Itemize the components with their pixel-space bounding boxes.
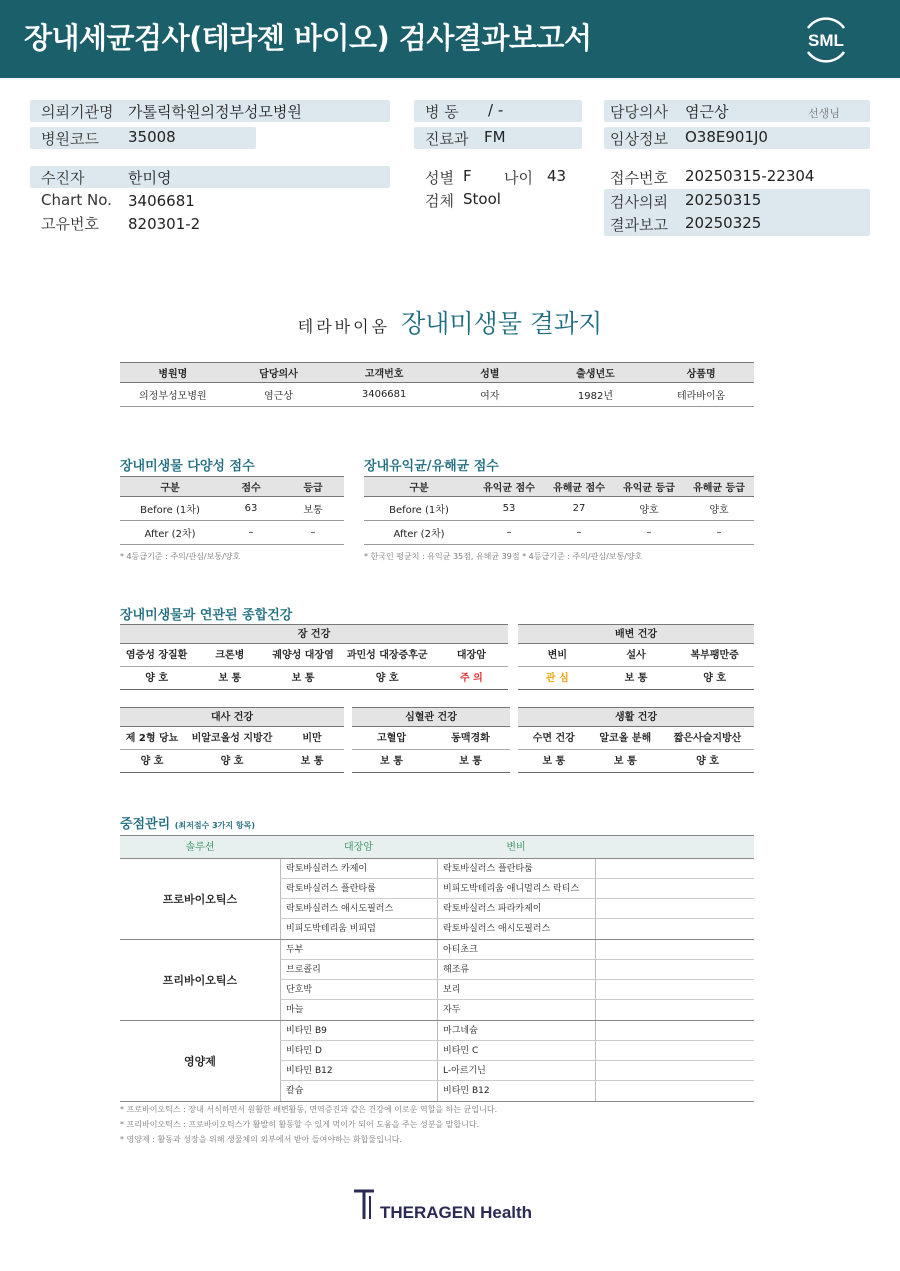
age-value: 43 <box>547 167 567 185</box>
focus-cell: 단호박 <box>280 980 437 999</box>
focus-cell: 락토바실러스 플란타룸 <box>437 859 595 878</box>
diversity-note: * 4등급기준 : 주의/관심/보통/양호 <box>120 552 241 561</box>
clinical-value: O38E901J0 <box>685 128 768 146</box>
focus-header: 솔루션 <box>185 842 215 853</box>
report-title: 장내세균검사(테라젠 바이오) 검사결과보고서 <box>24 21 592 55</box>
age-label: 나이 <box>504 169 533 187</box>
focus-cell-empty <box>595 1021 754 1040</box>
focus-cell: 마그네슘 <box>437 1021 595 1040</box>
diversity-cell: 보통 <box>282 497 344 521</box>
doctor-suffix: 선생님 <box>808 107 840 120</box>
info-cell: 테라바이옴 <box>648 383 754 407</box>
focus-cell-empty <box>595 1041 754 1060</box>
focus-header <box>595 836 754 858</box>
health-item: 복부팽만증 <box>690 650 739 661</box>
diversity-cell: After (2차) <box>120 521 220 545</box>
beneficial-table <box>364 476 754 545</box>
bowel-health-title: 배변 건강 <box>518 624 754 644</box>
focus-note: * 프리바이오틱스 : 프로바이오틱스가 활발히 활동할 수 있게 먹이가 되어 도움을 주는 성분을 말합니다. <box>120 1120 480 1129</box>
table-row <box>280 1041 754 1061</box>
health-grade: 보 통 <box>459 756 482 767</box>
focus-cell: 락토바실러스 애시도필러스 <box>437 919 595 939</box>
report-title-small: 테라바이옴 <box>297 317 391 336</box>
focus-group-prebiotics <box>120 940 754 1021</box>
health-grade: 보 통 <box>291 673 315 684</box>
beneficial-header: 유익균 점수 <box>474 477 544 497</box>
health-grade: 양 호 <box>220 756 244 767</box>
report-title-big: 장내미생물 결과지 <box>401 309 603 338</box>
doctor-value: 염근상 <box>685 103 729 121</box>
focus-cell: 비타민 B12 <box>437 1081 595 1101</box>
health-grade-caution: 주 의 <box>459 673 483 684</box>
health-grade: 양 호 <box>696 756 719 767</box>
table-row <box>280 859 754 879</box>
focus-title <box>120 813 255 832</box>
health-item: 수면 건강 <box>532 733 575 744</box>
health-grade: 보 통 <box>218 673 242 684</box>
info-header: 담당의사 <box>226 363 332 383</box>
health-grade: 보 통 <box>300 756 324 767</box>
focus-cell: 아티초크 <box>437 940 595 959</box>
health-item: 궤양성 대장염 <box>272 650 334 661</box>
focus-cell: 비타민 C <box>437 1041 595 1060</box>
info-cell: 3406681 <box>331 383 437 407</box>
specimen-value: Stool <box>463 190 501 208</box>
focus-cell: 비타민 D <box>280 1041 437 1060</box>
subject-label: 수진자 <box>41 169 85 187</box>
chart-no-label: Chart No. <box>41 191 112 209</box>
beneficial-cell: – <box>474 521 544 545</box>
doctor-label: 담당의사 <box>610 103 668 121</box>
focus-header: 변비 <box>506 842 526 853</box>
focus-subtitle: (최저점수 3가지 항목) <box>174 821 256 830</box>
beneficial-cell: 53 <box>474 497 544 521</box>
focus-cell: 락토바실러스 플란타룸 <box>280 879 437 898</box>
focus-cell: L-아르기닌 <box>437 1061 595 1080</box>
table-row <box>280 1021 754 1041</box>
focus-cell-empty <box>595 980 754 999</box>
diversity-header: 구분 <box>120 477 220 497</box>
focus-group-probiotics <box>120 859 754 940</box>
dept-value: FM <box>484 128 506 146</box>
cardio-health-box <box>352 707 510 773</box>
focus-group-supplements <box>120 1021 754 1102</box>
focus-cell: 브로콜리 <box>280 960 437 979</box>
beneficial-header: 유해균 점수 <box>544 477 614 497</box>
diversity-header: 등급 <box>282 477 344 497</box>
unique-no-label: 고유번호 <box>41 215 99 233</box>
focus-cell: 락토바실러스 카제이 <box>280 859 437 878</box>
health-grade: 양 호 <box>703 673 727 684</box>
specimen-label: 검체 <box>425 192 454 210</box>
table-row <box>280 899 754 919</box>
focus-cell: 두부 <box>280 940 437 959</box>
institution-label: 의뢰기관명 <box>41 103 114 121</box>
clinical-label: 임상정보 <box>610 130 668 148</box>
health-item: 짧은사슬지방산 <box>673 733 742 744</box>
diversity-cell: – <box>282 521 344 545</box>
table-row <box>280 1000 754 1020</box>
metabolic-health-title: 대사 건강 <box>120 707 344 727</box>
bowel-health-box <box>518 624 754 690</box>
table-row <box>280 960 754 980</box>
info-header: 고객번호 <box>331 363 437 383</box>
report-header <box>0 0 900 78</box>
health-item: 동맥경화 <box>451 733 490 744</box>
focus-cell: 비피도박테리움 비피덤 <box>280 919 437 939</box>
focus-group-name: 프로바이오틱스 <box>162 893 238 906</box>
sex-value: F <box>463 167 472 185</box>
focus-cell-empty <box>595 1000 754 1020</box>
focus-table <box>120 835 754 1102</box>
info-header: 상품명 <box>648 363 754 383</box>
request-value: 20250315 <box>685 191 762 209</box>
focus-cell-empty <box>595 899 754 918</box>
hospital-code-label: 병원코드 <box>41 130 99 148</box>
theragen-logo-text: THERAGEN Health <box>380 1203 533 1222</box>
report-section-title <box>0 304 900 340</box>
focus-title-main: 중점관리 <box>120 817 171 832</box>
life-health-title: 생활 건강 <box>518 707 754 727</box>
metabolic-health-box <box>120 707 344 773</box>
beneficial-header: 유해균 등급 <box>684 477 754 497</box>
life-health-box <box>518 707 754 773</box>
diversity-cell: – <box>220 521 282 545</box>
beneficial-cell: – <box>614 521 684 545</box>
focus-header: 대장암 <box>344 842 373 853</box>
subject-value: 한미영 <box>128 169 172 187</box>
health-item: 과민성 대장증후군 <box>346 650 428 661</box>
request-label: 검사의뢰 <box>610 193 668 211</box>
gut-health-box <box>120 624 508 690</box>
info-header: 성별 <box>437 363 543 383</box>
focus-cell-empty <box>595 1081 754 1101</box>
focus-cell: 칼슘 <box>280 1081 437 1101</box>
chart-no-value: 3406681 <box>128 192 195 210</box>
diversity-table <box>120 476 344 545</box>
health-grade: 보 통 <box>542 756 566 767</box>
beneficial-cell: – <box>544 521 614 545</box>
customer-info-table <box>120 362 754 407</box>
info-header: 출생년도 <box>543 363 649 383</box>
health-item: 크론병 <box>215 650 245 661</box>
beneficial-cell: After (2차) <box>364 521 474 545</box>
beneficial-header: 유익균 등급 <box>614 477 684 497</box>
sml-logo-text: SML <box>808 31 844 50</box>
focus-cell: 보리 <box>437 980 595 999</box>
beneficial-cell: 양호 <box>684 497 754 521</box>
beneficial-cell: – <box>684 521 754 545</box>
health-grade: 양 호 <box>375 673 399 684</box>
info-cell: 1982년 <box>543 383 649 407</box>
diversity-cell: 63 <box>220 497 282 521</box>
focus-cell: 마늘 <box>280 1000 437 1020</box>
health-grade-concern: 관 심 <box>545 673 569 684</box>
focus-cell: 해조류 <box>437 960 595 979</box>
health-grade: 양 호 <box>145 673 168 684</box>
dept-label: 진료과 <box>425 130 469 148</box>
table-row <box>280 1081 754 1101</box>
health-item: 염증성 장질환 <box>125 650 188 661</box>
table-row <box>280 919 754 939</box>
beneficial-cell: 27 <box>544 497 614 521</box>
info-cell: 의정부성모병원 <box>120 383 226 407</box>
beneficial-note: * 한국인 평균치 : 유익균 35점, 유해균 39점 * 4등급기준 : 주의/관심/보통/양호 <box>364 552 643 561</box>
focus-group-name: 프리바이오틱스 <box>162 974 238 987</box>
health-grade: 보 통 <box>613 756 637 767</box>
health-grade: 양 호 <box>140 756 164 767</box>
health-grade: 보 통 <box>380 756 403 767</box>
beneficial-cell: Before (1차) <box>364 497 474 521</box>
ward-label: 병 동 <box>425 103 459 121</box>
health-item: 설사 <box>626 650 646 661</box>
beneficial-header: 구분 <box>364 477 474 497</box>
beneficial-cell: 양호 <box>614 497 684 521</box>
table-row <box>280 1061 754 1081</box>
table-row <box>280 980 754 1000</box>
focus-cell-empty <box>595 940 754 959</box>
info-cell: 여자 <box>437 383 543 407</box>
focus-header-row <box>120 835 754 859</box>
info-header: 병원명 <box>120 363 226 383</box>
focus-cell-empty <box>595 960 754 979</box>
health-title: 장내미생물과 연관된 종합건강 <box>120 608 293 623</box>
focus-cell: 락토바실러스 파라카제이 <box>437 899 595 918</box>
health-item: 대장암 <box>456 650 486 661</box>
health-grade: 보 통 <box>624 673 648 684</box>
focus-note: * 영양제 : 활동과 성장을 위해 생물체의 외부에서 받아 들여야하는 화합물입니다. <box>120 1135 402 1144</box>
cardio-health-title: 심혈관 건강 <box>352 707 510 727</box>
health-item: 알코올 분해 <box>599 733 652 744</box>
focus-cell-empty <box>595 879 754 898</box>
sml-logo <box>798 14 854 64</box>
receipt-label: 접수번호 <box>610 169 668 187</box>
health-item: 제 2형 당뇨 <box>125 733 179 744</box>
focus-group-name: 영양제 <box>184 1055 216 1068</box>
table-row <box>280 940 754 960</box>
ward-value: / - <box>488 101 504 119</box>
unique-no-value: 820301-2 <box>128 215 201 233</box>
diversity-header: 점수 <box>220 477 282 497</box>
focus-cell: 락토바실러스 애시도필러스 <box>280 899 437 918</box>
diversity-title: 장내미생물 다양성 점수 <box>120 459 255 474</box>
hospital-code-value: 35008 <box>128 128 176 146</box>
focus-cell-empty <box>595 859 754 878</box>
focus-cell: 자두 <box>437 1000 595 1020</box>
focus-cell-empty <box>595 919 754 939</box>
focus-cell-empty <box>595 1061 754 1080</box>
report-date-label: 결과보고 <box>610 216 668 234</box>
info-cell: 염근상 <box>226 383 332 407</box>
gut-health-title: 장 건강 <box>120 624 508 644</box>
table-row <box>280 879 754 899</box>
beneficial-title: 장내유익균/유해균 점수 <box>364 459 499 474</box>
focus-cell: 비타민 B9 <box>280 1021 437 1040</box>
focus-cell: 비피도박테리움 애니멀리스 락티스 <box>437 879 595 898</box>
institution-value: 가톨릭학원의정부성모병원 <box>128 103 302 121</box>
health-item: 비알코올성 지방간 <box>191 733 273 744</box>
focus-cell: 비타민 B12 <box>280 1061 437 1080</box>
diversity-cell: Before (1차) <box>120 497 220 521</box>
health-item: 고혈압 <box>377 733 406 744</box>
health-item: 변비 <box>547 650 567 661</box>
focus-note: * 프로바이오틱스 : 장내 서식하면서 원활한 배변활동, 면역증진과 같은 건강에 이로운 역할을 하는 균입니다. <box>120 1105 498 1114</box>
theragen-logo <box>352 1187 552 1223</box>
report-date-value: 20250325 <box>685 214 762 232</box>
sex-label: 성별 <box>425 169 454 187</box>
health-item: 비만 <box>302 733 322 744</box>
receipt-value: 20250315-22304 <box>685 167 815 185</box>
